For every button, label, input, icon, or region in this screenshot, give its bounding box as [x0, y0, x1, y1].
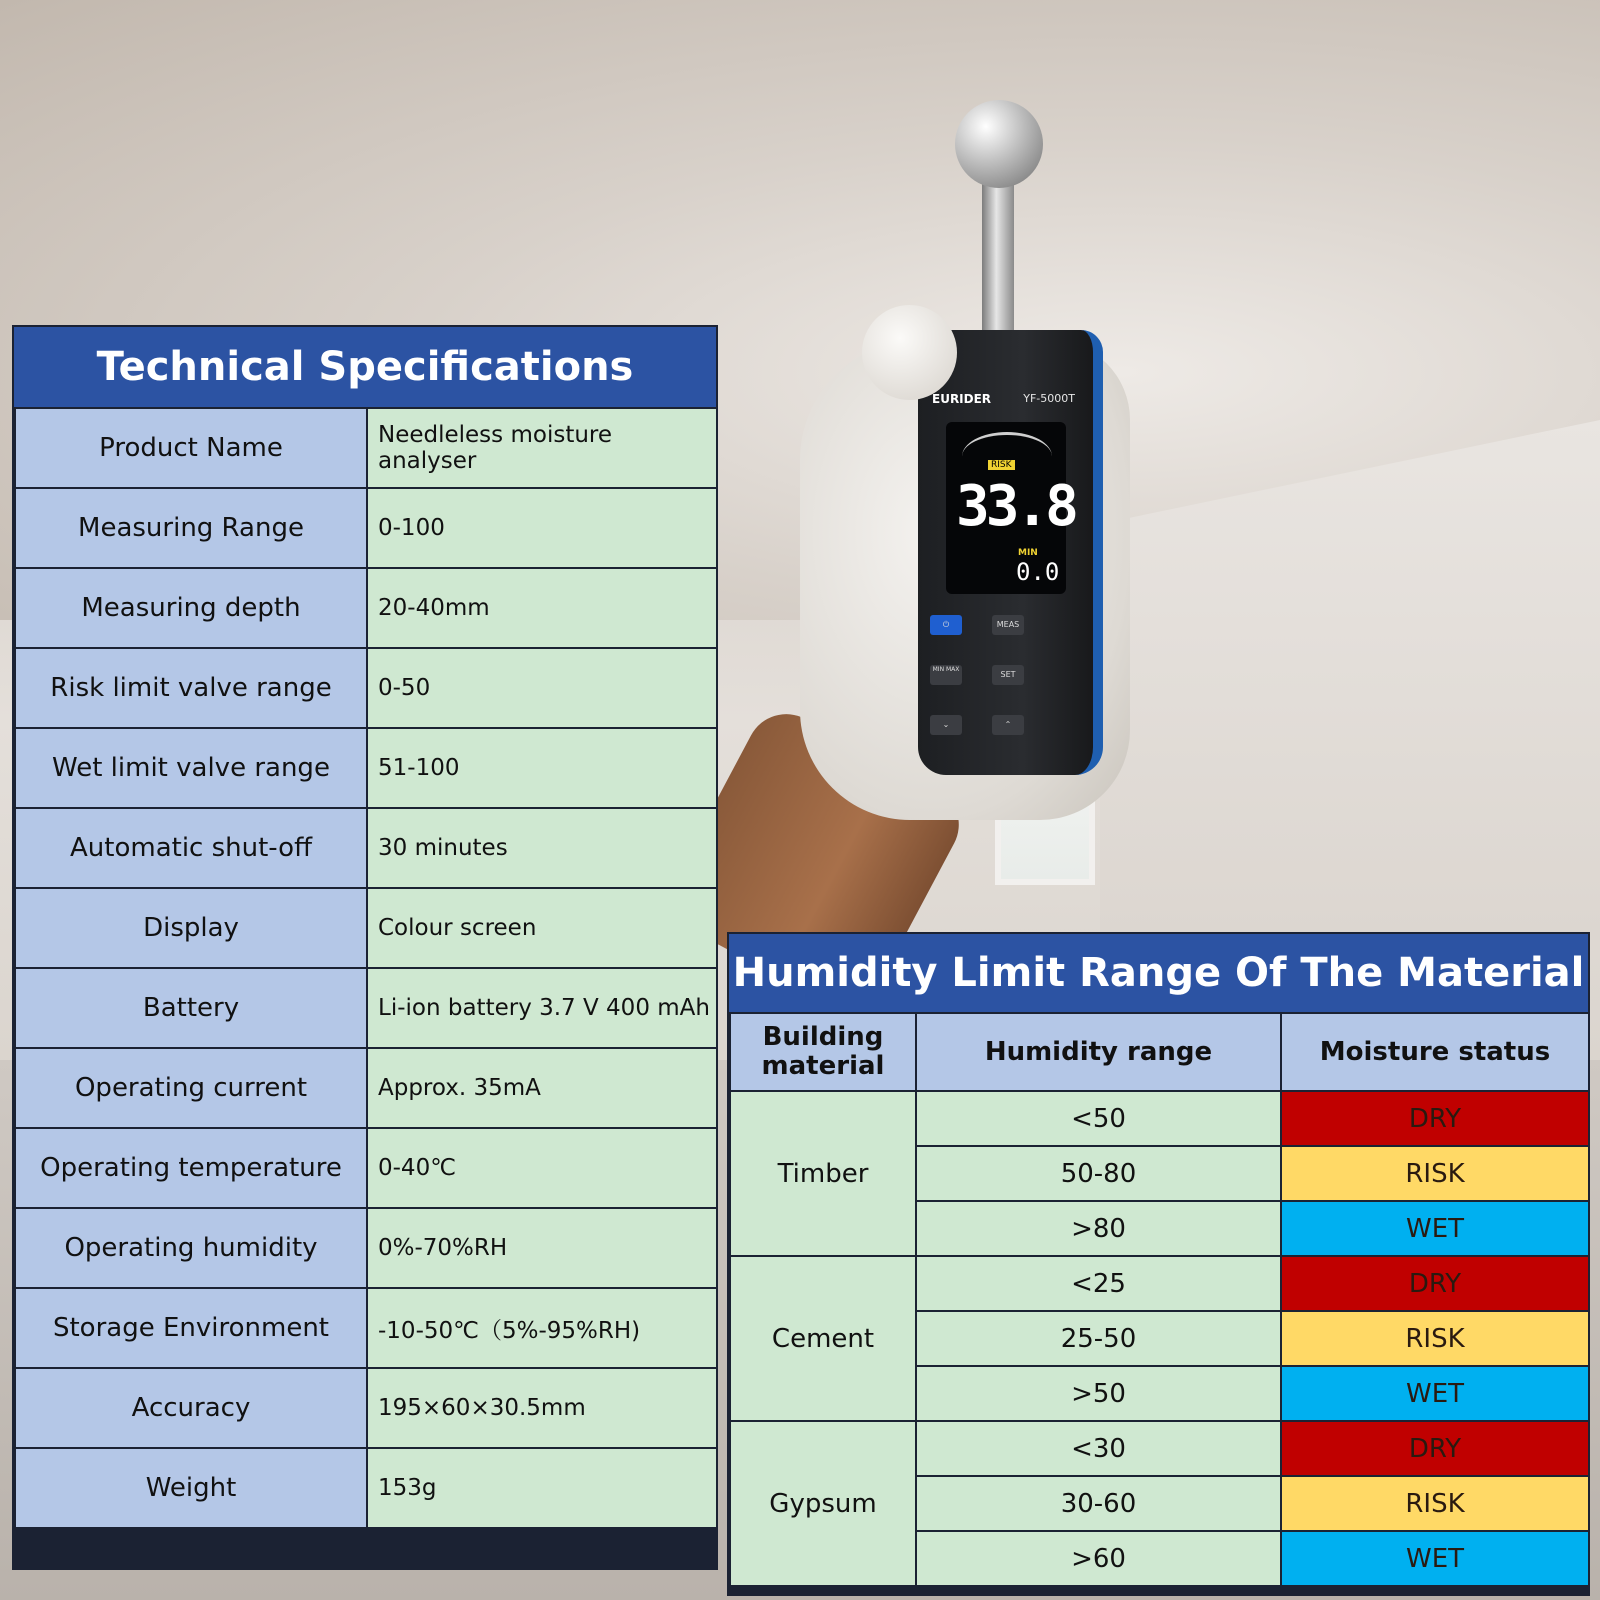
material-cell: Gypsum [730, 1421, 916, 1586]
humidity-panel [727, 932, 1590, 1596]
spec-label: Operating current [15, 1048, 367, 1128]
spec-value: 0-40℃ [367, 1128, 717, 1208]
specs-title: Technical Specifications [14, 327, 716, 407]
spec-label: Measuring Range [15, 488, 367, 568]
header-humidity-range: Humidity range [916, 1013, 1281, 1091]
table-row [15, 648, 717, 728]
spec-value: 51-100 [367, 728, 717, 808]
device-brand: EURIDER [932, 392, 992, 406]
moisture-status-cell: DRY [1281, 1421, 1589, 1476]
humidity-range-cell: <25 [916, 1256, 1281, 1311]
spec-label: Display [15, 888, 367, 968]
table-row [15, 1368, 717, 1448]
humidity-range-cell: <50 [916, 1091, 1281, 1146]
moisture-status-cell: RISK [1281, 1146, 1589, 1201]
spec-value: 30 minutes [367, 808, 717, 888]
material-cell: Timber [730, 1091, 916, 1256]
specs-panel [12, 325, 718, 1570]
humidity-range-cell: >80 [916, 1201, 1281, 1256]
moisture-status-cell: RISK [1281, 1311, 1589, 1366]
material-cell: Cement [730, 1256, 916, 1421]
humidity-range-cell: <30 [916, 1421, 1281, 1476]
spec-value: Approx. 35mA [367, 1048, 717, 1128]
table-row [730, 1091, 1589, 1146]
moisture-meter-device [918, 330, 1103, 775]
table-row [15, 1208, 717, 1288]
spec-label: Battery [15, 968, 367, 1048]
spec-label: Accuracy [15, 1368, 367, 1448]
moisture-status-cell: RISK [1281, 1476, 1589, 1531]
glove-thumb [862, 305, 957, 400]
table-row [15, 408, 717, 488]
humidity-title: Humidity Limit Range Of The Material [729, 934, 1588, 1012]
min-value: 0.0 [1016, 558, 1060, 586]
humidity-range-cell: 30-60 [916, 1476, 1281, 1531]
min-label: MIN [1018, 548, 1038, 558]
humidity-range-cell: >60 [916, 1531, 1281, 1586]
spec-value: -10-50℃（5%-95%RH) [367, 1288, 717, 1368]
spec-label: Wet limit valve range [15, 728, 367, 808]
spec-value: Li-ion battery 3.7 V 400 mAh [367, 968, 717, 1048]
spec-label: Product Name [15, 408, 367, 488]
humidity-range-cell: 25-50 [916, 1311, 1281, 1366]
spec-value: Needleless moisture analyser [367, 408, 717, 488]
table-row [15, 1288, 717, 1368]
spec-value: 153g [367, 1448, 717, 1528]
probe-rod [982, 180, 1014, 340]
up-arrow-button: ⌃ [992, 715, 1024, 735]
down-arrow-button: ⌄ [930, 715, 962, 735]
spec-value: 195×60×30.5mm [367, 1368, 717, 1448]
spec-label: Weight [15, 1448, 367, 1528]
spec-label: Measuring depth [15, 568, 367, 648]
humidity-range-cell: >50 [916, 1366, 1281, 1421]
table-row [15, 1448, 717, 1528]
table-row [730, 1421, 1589, 1476]
table-row [730, 1256, 1589, 1311]
minmax-button: MIN MAX [930, 665, 962, 685]
table-row [15, 488, 717, 568]
moisture-status-cell: DRY [1281, 1091, 1589, 1146]
specs-table [14, 407, 718, 1529]
spec-value: 0-50 [367, 648, 717, 728]
humidity-table [729, 1012, 1590, 1587]
meas-button: MEAS [992, 615, 1024, 635]
table-row [15, 888, 717, 968]
moisture-status-cell: WET [1281, 1201, 1589, 1256]
table-row [15, 808, 717, 888]
moisture-status-cell: WET [1281, 1531, 1589, 1586]
power-button: ⏻ [930, 615, 962, 635]
device-model: YF-5000T [1023, 392, 1075, 405]
device-screen [946, 422, 1075, 594]
set-button: SET [992, 665, 1024, 685]
header-building-material: Building material [730, 1013, 916, 1091]
spec-label: Automatic shut-off [15, 808, 367, 888]
table-row [15, 728, 717, 808]
humidity-range-cell: 50-80 [916, 1146, 1281, 1201]
spec-value: 0-100 [367, 488, 717, 568]
moisture-status-cell: WET [1281, 1366, 1589, 1421]
spec-value: 0%-70%RH [367, 1208, 717, 1288]
spec-label: Storage Environment [15, 1288, 367, 1368]
probe-ball [955, 100, 1043, 188]
table-row [15, 968, 717, 1048]
table-row [15, 1128, 717, 1208]
spec-value: Colour screen [367, 888, 717, 968]
risk-indicator: RISK [988, 460, 1015, 470]
spec-label: Operating temperature [15, 1128, 367, 1208]
table-row [15, 1048, 717, 1128]
main-reading: 33.8 [956, 474, 1075, 539]
moisture-status-cell: DRY [1281, 1256, 1589, 1311]
spec-value: 20-40mm [367, 568, 717, 648]
header-moisture-status: Moisture status [1281, 1013, 1589, 1091]
table-row [15, 568, 717, 648]
spec-label: Operating humidity [15, 1208, 367, 1288]
spec-label: Risk limit valve range [15, 648, 367, 728]
